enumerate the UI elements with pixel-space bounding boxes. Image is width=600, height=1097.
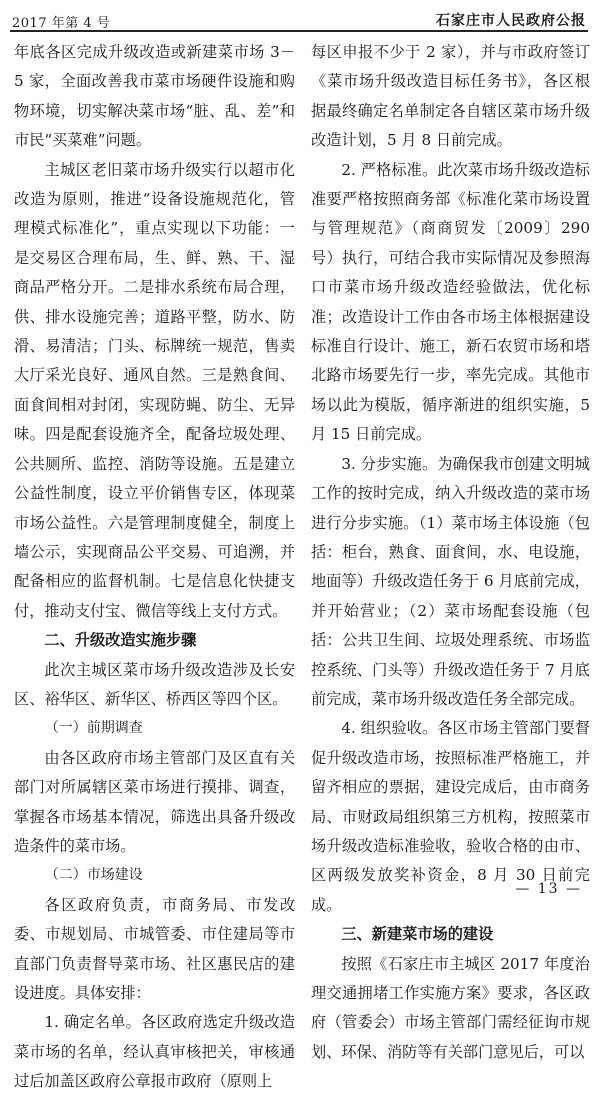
issue-label: 2017 年第 4 号	[12, 16, 111, 31]
paragraph: 各区政府负责，市商务局、市发改委、市规划局、市城管委、市住建局等市直部门负责督导菜市场、社区惠民店的建设进度。具体安排：	[14, 895, 295, 1002]
section-heading: 三、新建菜市场的建设	[341, 925, 494, 944]
paragraph: 每区申报不少于 2 家），并与市政府签订《菜市场升级改造目标任务书》，各区根据最终确定名单制定各自辖区菜市场升级改造计划，5 月 8 日前完成。	[311, 43, 590, 150]
paragraph: 此次主城区菜市场升级改造涉及长安区、裕华区、新华区、桥西区等四个区。	[14, 660, 295, 708]
paragraph: 按照《石家庄市主城区 2017 年度治理交通拥堵工作实施方案》要求，各区政府（管委会）市场主管部门需经征询市规划、环保、消防等有关部门意见后，可以	[311, 954, 590, 1061]
paragraph: 1. 确定名单。各区政府选定升级改造菜市场的名单，经认真审核把关，审核通过后加盖区政府公章报市政府（原则上	[14, 1013, 295, 1091]
page-number: — 13 —	[515, 881, 582, 897]
subsection-heading: （一）前期调查	[44, 720, 143, 737]
subsection-heading: （二）市场建设	[44, 867, 143, 884]
page-header	[10, 4, 588, 32]
paragraph: 4. 组织验收。各区市场主管部门要督促升级改造市场，按照标准严格施工，并留齐相应的票据，建设完成后，由市商务局、市财政局组织第三方机构，按照菜市场升级改造标准验收，验收合格的由市、区两级发放奖补资金，8 月 30 日前完成。	[311, 719, 590, 914]
journal-title: 石家庄市人民政府公报	[436, 13, 586, 29]
paragraph: 由各区政府市场主管部门及区直有关部门对所属辖区菜市场进行摸排、调查，掌握各市场基本情况，筛选出具备升级改造条件的菜市场。	[14, 748, 295, 855]
paragraph: 主城区老旧菜市场升级实行以超市化改造为原则，推进“设备设施规范化，管理模式标准化”，重点实现以下功能：一是交易区合理布局，生、鲜、熟、干、湿商品严格分开。二是排水系统布局合理，供、排水设施完善；道路平整，防水、防滑、易清洁；门头、标牌统一规范，售卖大厅采光良好、通风自然。三是熟食间、面食间相对封闭，实现防蝇、防尘、无异味。四是配套设施齐全，配备垃圾处理、公共厕所、监控、消防等设施。五是建立公益性制度，设立平价销售专区，体现菜市场公益性。六是管理制度健全，制度上墙公示，实现商品公平交易、可追溯，并配备相应的监督机制。七是信息化快捷支付，推动支付宝、微信等线上支付方式。	[14, 160, 295, 620]
section-heading: 二、升级改造实施步骤	[44, 631, 197, 650]
paragraph: 年底各区完成升级改造或新建菜市场 3－5 家，全面改善我市菜市场硬件设施和购物环境，切实解决菜市场“脏、乱、差”和市民“买菜难”问题。	[14, 43, 295, 150]
paragraph: 3. 分步实施。为确保我市创建文明城工作的按时完成，纳入升级改造的菜市场进行分步实施。（1）菜市场主体设施（包括：柜台，熟食、面食间，水、电设施，地面等）升级改造任务于 6 月底前完成，并开始营业；（2）菜市场配套设施（包括：公共卫生间、垃圾处理系统、市场监控系统、门头等）升级改造任务于 7 月底前完成，菜市场升级改造任务全部完成。	[311, 454, 590, 708]
paragraph: 2. 严格标准。此次菜市场升级改造标准要严格按照商务部《标准化菜市场设置与管理规范》（商商贸发〔2009〕290 号）执行，可结合我市实际情况及参照海口市菜市场升级改造经验做法，优化标准；改造设计工作由各市场主体根据建设标准自行设计、施工，新石农贸市场和塔北路市场要先行一步，率先完成。其他市场以此为模版，循序渐进的组织实施，5 月 15 日前完成。	[311, 160, 590, 444]
right-column	[311, 38, 590, 1067]
left-column	[14, 38, 295, 1097]
